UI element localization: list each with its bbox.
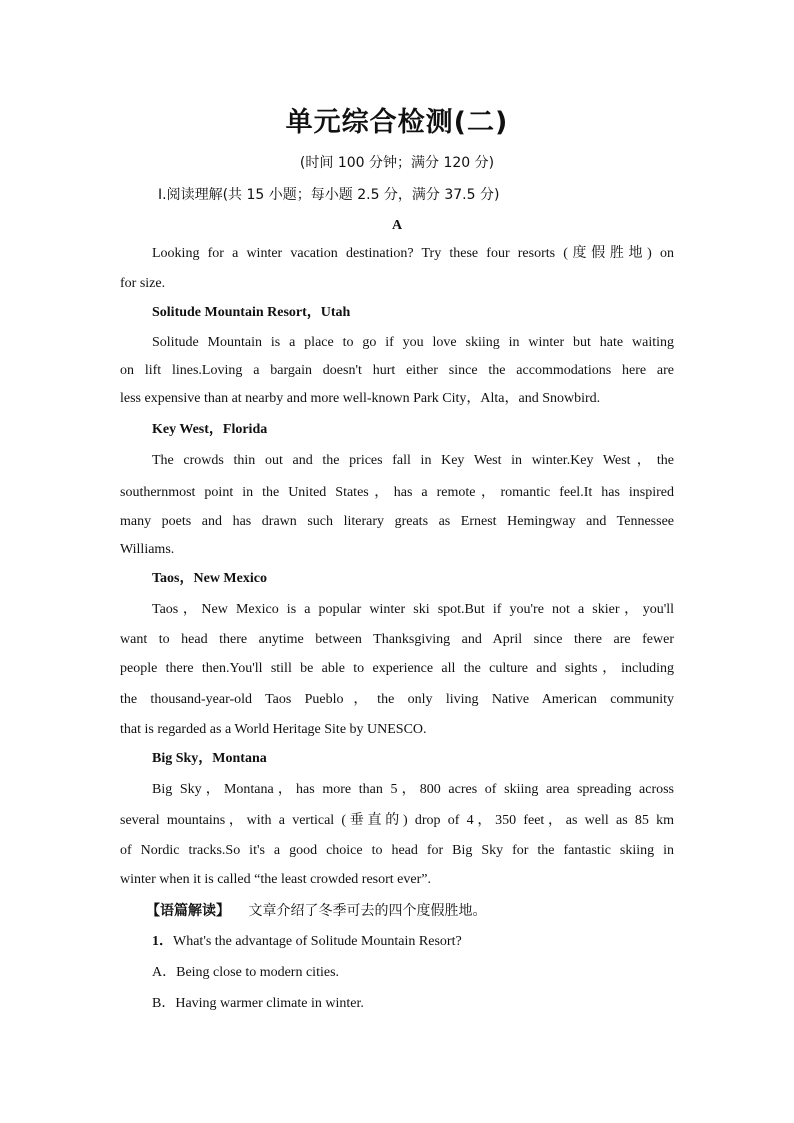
section-heading: Ⅰ.阅读理解(共 15 小题；每小题 2.5 分，满分 37.5 分) [158, 187, 500, 203]
intro-line: Looking for a winter vacation destination? Try these four resorts (度假胜地) on [152, 246, 674, 261]
paragraph-line: many poets and has drawn such literary greats as Ernest Hemingway and Tennessee [120, 514, 674, 529]
paragraph-line: The crowds thin out and the prices fall in Key West in winter.Key West，the [152, 453, 674, 468]
analysis-line [146, 902, 674, 920]
answer-option: A．Being close to modern cities. [152, 965, 340, 980]
time-score-note: (时间 100 分钟；满分 120 分) [299, 155, 495, 171]
paragraph-line: Taos，New Mexico is a popular winter ski spot.But if you're not a skier，you'll [152, 602, 674, 617]
question-stem [152, 933, 674, 951]
resort-heading: Taos，New Mexico [152, 571, 267, 586]
paragraph-line: of Nordic tracks.So it's a good choice to head for Big Sky for the fantastic skiing in [120, 843, 674, 858]
resort-heading: Key West，Florida [152, 422, 268, 437]
paragraph-line: less expensive than at nearby and more well-known Park City，Alta，and Snowbird. [120, 391, 601, 406]
paragraph-line: the thousand-year-old Taos Pueblo，the only living Native American community [120, 692, 674, 707]
resort-heading: Solitude Mountain Resort，Utah [152, 305, 351, 320]
paragraph-line: southernmost point in the United States，has a remote，romantic feel.It has inspired [120, 485, 674, 500]
page-title: 单元综合检测(二) [285, 107, 509, 138]
analysis-text: 文章介绍了冬季可去的四个度假胜地。 [248, 903, 487, 919]
paragraph-line: on lift lines.Loving a bargain doesn't hurt either since the accommodations here are [120, 363, 674, 378]
document-page [120, 0, 674, 1123]
paragraph-line: winter when it is called “the least crowded resort ever”. [120, 872, 431, 887]
paragraph-line: Solitude Mountain is a place to go if you love skiing in winter but hate waiting [152, 335, 674, 350]
resort-heading: Big Sky，Montana [152, 751, 267, 766]
paragraph-line: people there then.You'll still be able to experience all the culture and sights，including [120, 661, 674, 676]
paragraph-line: several mountains，with a vertical (垂直的) drop of 4，350 feet，as well as 85 km [120, 813, 674, 828]
question-text: What's the advantage of Solitude Mountain Resort? [173, 934, 462, 949]
paragraph-line: that is regarded as a World Heritage Site by UNESCO. [120, 722, 427, 737]
analysis-label: 【语篇解读】 [146, 903, 230, 919]
answer-option: B．Having warmer climate in winter. [152, 996, 364, 1011]
paragraph-line: want to head there anytime between Thanksgiving and April since there are fewer [120, 632, 674, 647]
intro-line: for size. [120, 276, 166, 291]
question-number: 1． [152, 934, 173, 949]
part-label: A [391, 218, 403, 233]
paragraph-line: Big Sky，Montana，has more than 5，800 acres of skiing area spreading across [152, 782, 674, 797]
paragraph-line: Williams. [120, 542, 175, 557]
